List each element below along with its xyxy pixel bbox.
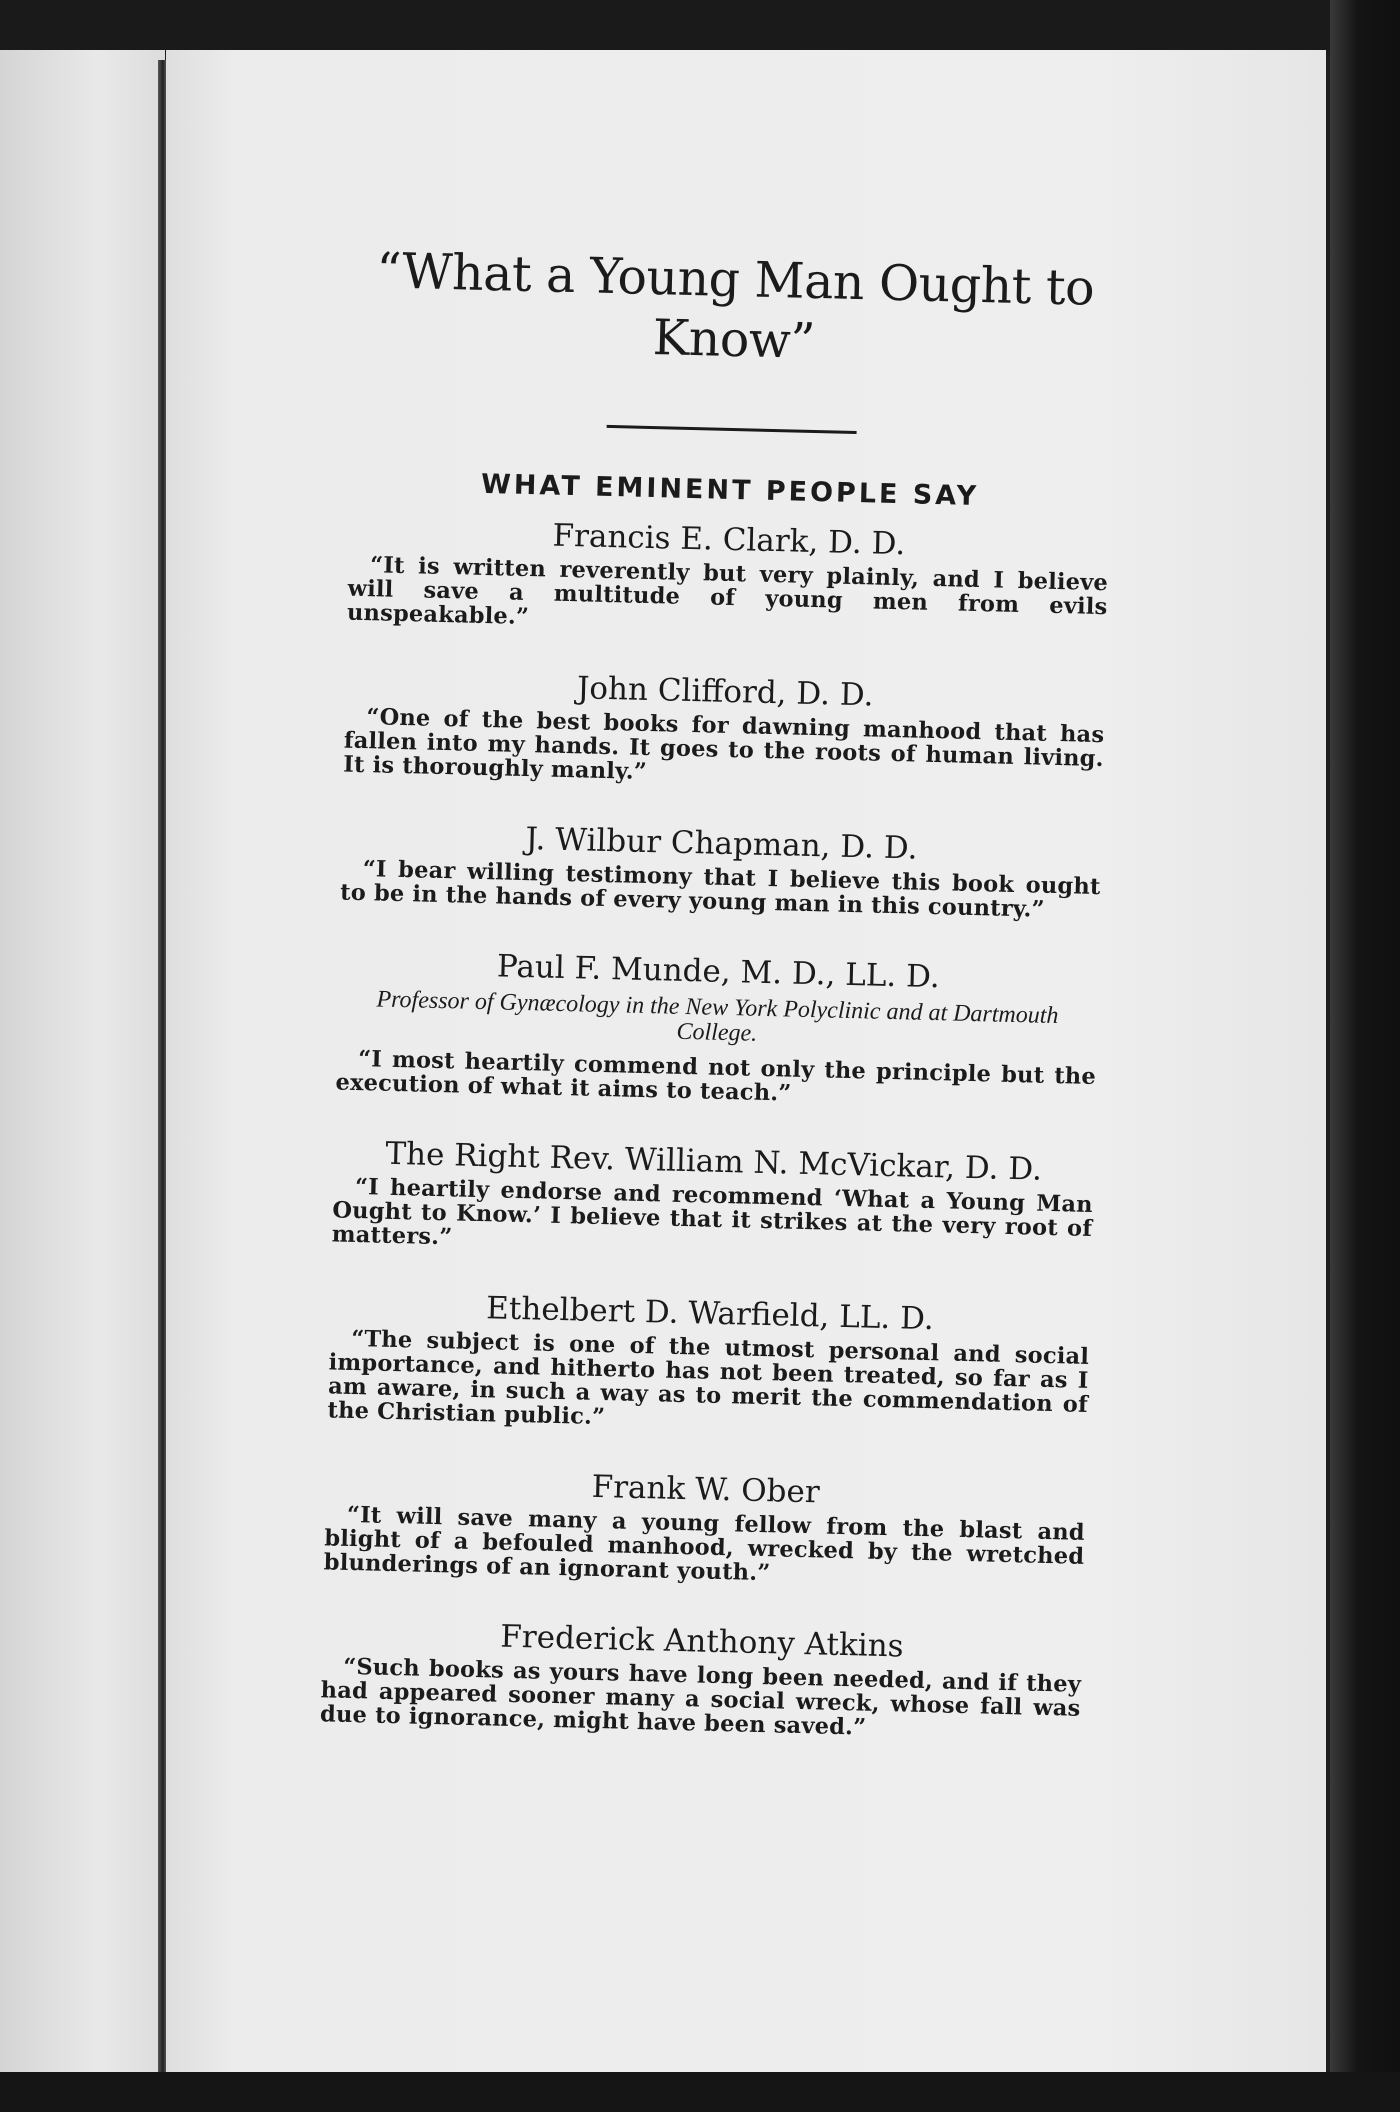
- testimonial-author: Paul F. Munde, M. D., LL. D.: [496, 948, 941, 996]
- page-title: “What a Young Man Ought to Know”: [375, 242, 1095, 370]
- testimonial-quote: “I most heartily commend not only the principle but the execution of what it aims to teach.”: [335, 1046, 1097, 1107]
- title-divider: [607, 425, 857, 434]
- testimonial-quote: “One of the best books for dawning manhood that has fallen into my hands. It goes to the roots of human living. It is thoroughly manly.”: [342, 704, 1105, 785]
- testimonial-quote: “I heartily endorse and recommend ‘What a Young Man Ought to Know.’ I believe that it strikes at the very root of matters.”: [331, 1173, 1094, 1251]
- testimonial-quote: “It will save many a young fellow from the blast and blight of a befouled manhood, wrecked by the wretched blunderings of an ignorant youth.”: [323, 1501, 1086, 1587]
- testimonial: [327, 1284, 1090, 1441]
- scan-background-top: [0, 0, 1400, 55]
- testimonial-author: Frank W. Ober: [591, 1468, 821, 1511]
- book-page: [166, 50, 1326, 2080]
- testimonial: [324, 1460, 1087, 1593]
- testimonial-author: J. Wilbur Chapman, D. D.: [525, 821, 918, 867]
- testimonial: [335, 943, 1098, 1114]
- testimonial: [332, 1132, 1095, 1265]
- testimonial: [340, 815, 1102, 924]
- testimonial: [343, 663, 1106, 796]
- testimonial-author: Ethelbert D. Warfield, LL. D.: [485, 1290, 935, 1338]
- facing-page-edge: [0, 50, 165, 2085]
- testimonial-author: Frederick Anthony Atkins: [499, 1618, 904, 1665]
- testimonial-quote: “I bear willing testimony that I believe this book ought to be in the hands of every young man in this country.”: [339, 856, 1101, 923]
- page-content: [319, 241, 1116, 1783]
- scan-background-right: [1330, 0, 1400, 2112]
- testimonial-affiliation: Professor of Gynæcology in the New York Polyclinic and at Dartmouth College.: [376, 986, 1059, 1047]
- testimonial-quote: “It is written reverently but very plainly, and I believe will save a multitude of young men from evils unspeakable.”: [346, 552, 1109, 631]
- section-heading: WHAT EMINENT PEOPLE SAY: [480, 468, 980, 513]
- testimonial-author: John Clifford, D. D.: [576, 670, 874, 714]
- testimonial-quote: “The subject is one of the utmost personal and social importance, and hitherto has not been treated, so far as I am aware, in such a way as to merit the commendation of the Christian public.”: [327, 1325, 1090, 1431]
- scan-background-bottom: [0, 2072, 1400, 2112]
- testimonial: [320, 1612, 1083, 1745]
- testimonial-author: Francis E. Clark, D. D.: [552, 517, 906, 563]
- testimonial-quote: “Such books as yours have long been needed, and if they had appeared sooner many a social wreck, whose fall was due to ignorance, might have been saved.”: [319, 1653, 1082, 1741]
- testimonial: [347, 511, 1110, 644]
- testimonial-author: The Right Rev. William N. McVickar, D. D.: [385, 1135, 1043, 1188]
